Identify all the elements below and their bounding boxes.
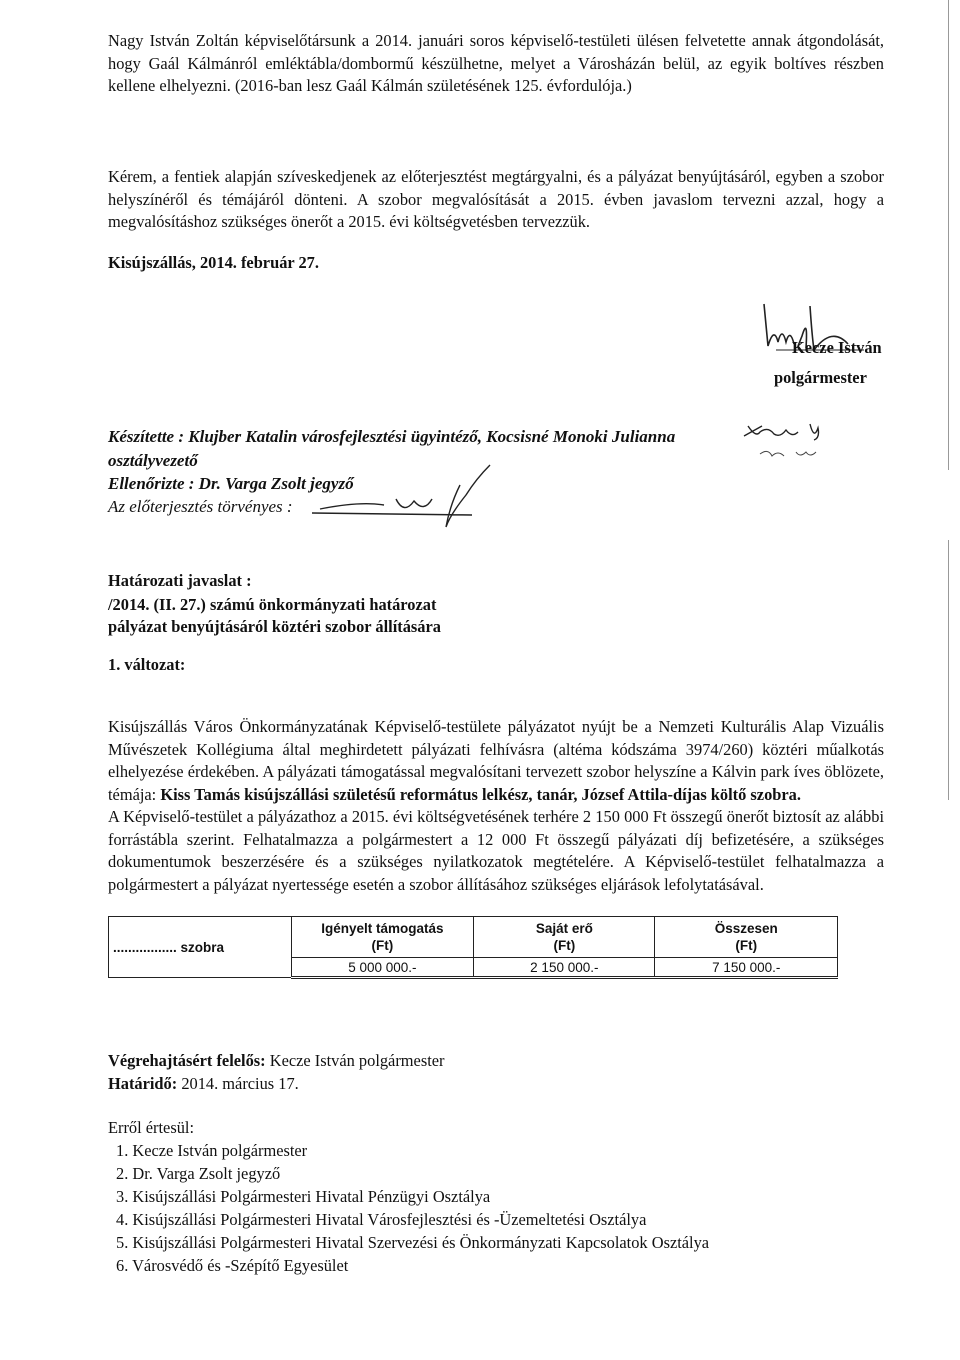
resolution-body-financing: A Képviselő-testület a pályázathoz a 2015. évi költségvetésének terhére 2 150 000 Ft összegű önerőt biztosít az alábbi forrástábla szerint. Felhatalmazza a polgármestert a 12 000 Ft összegű pályázati díj befizetésére, a szükséges dokumentumok beszerzésére és a szükséges nyilatkozatok megtételére. A Képviselő-testület felhatalmazza a polgármestert a pályázat nyertessége esetén a szobor állításához szükséges eljárások lefolytatásával. [108,807,884,894]
table-header-cell: Igényelt támogatás (Ft) [291,917,474,958]
notify-list-item: 6. Városvédő és -Szépítő Egyesület [116,1256,349,1275]
deadline-line [108,1073,884,1096]
resolution-body-text: Kisújszállás Város Önkormányzatának Képviselő-testülete pályázatot nyújt be a Nemzeti Kulturális Alap Vizuális Művészetek Kollégiuma által meghirdetett pályázati felhívásra (altéma kódszáma 3974/260) köztéri műalkotás elhelyezése érdekében. A pályázati támogatással megvalósítani tervezett szobor helyszíne a Kálvin park íves öblözete, témája: [108,717,884,804]
signatory-title: polgármester [774,368,867,387]
notify-list-item: 2. Dr. Varga Zsolt jegyző [116,1164,281,1183]
statue-subject: Kiss Tamás kisújszállási születésű református lelkész, tanár, József Attila-díjas költő szobra. [160,784,801,804]
table-header-cell: Összesen (Ft) [655,917,838,958]
table-cell: 2 150 000.- [474,958,655,978]
signatory-name: Kecze István [792,338,882,357]
resolution-number: /2014. (II. 27.) számú önkormányzati határozat [108,595,437,614]
table-cell: 5 000 000.- [291,958,474,978]
scan-edge-line [948,540,949,800]
funding-table [108,916,838,979]
resolution-body [108,716,884,896]
resolution-heading: Határozati javaslat : [108,571,252,590]
request-paragraph: Kérem, a fentiek alapján szíveskedjenek az előterjesztést megtárgyalni, és a pályázat benyújtásáról, egyben a szobor helyszínéről és témájáról dönteni. A szobor megvalósítását a 2015. évben javaslom tervezni azzal, hogy a megvalósításhoz szükséges önerőt a 2015. évi költségvetésben tervezzük. [108,167,884,231]
prepared-by-label: Készítette : [108,427,185,446]
notify-list-item: 1. Kecze István polgármester [116,1141,308,1160]
table-cell: 7 150 000.- [655,958,838,978]
initials-signature [740,418,890,468]
deadline-date: 2014. március 17. [181,1074,299,1093]
resolution-variant: 1. változat: [108,655,186,674]
responsible-person: Kecze István polgármester [269,1051,445,1070]
legal-note: Az előterjesztés törvényes : [108,497,293,516]
place-date: Kisújszállás, 2014. február 27. [108,253,319,272]
resolution-subject: pályázat benyújtásáról köztéri szobor állítására [108,617,441,636]
scan-edge-line [948,0,949,470]
notify-list-item: 4. Kisújszállási Polgármesteri Hivatal Városfejlesztési és -Üzemeltetési Osztálya [116,1210,647,1229]
deadline-label: Határidő: [108,1074,178,1093]
prepared-by-title: osztályvezető [108,451,198,470]
table-row [109,917,838,958]
table-row-label: ................. szobra [109,917,292,978]
notify-list-item: 3. Kisújszállási Polgármesteri Hivatal Pénzügyi Osztálya [116,1187,491,1206]
responsible-label: Végrehajtásért felelős: [108,1051,266,1070]
clerk-signature [300,455,510,535]
prepared-by-names: Klujber Katalin városfejlesztési ügyintéző, Kocsisné Monoki Julianna [188,427,676,446]
notify-list-item: 5. Kisújszállási Polgármesteri Hivatal Szervezési és Önkormányzati Kapcsolatok Osztálya [116,1233,710,1252]
checked-by: Ellenőrizte : Dr. Varga Zsolt jegyző [108,474,354,493]
notify-heading: Erről értesül: [108,1118,195,1137]
responsible-line [108,1050,884,1073]
table-header-cell: Saját erő (Ft) [474,917,655,958]
intro-paragraph: Nagy István Zoltán képviselőtársunk a 2014. januári soros képviselő-testületi ülésen felvetette annak átgondolását, hogy Gaál Kálmánról emléktábla/dombormű készülhetne, melyet a Városházán belül, az egyik boltíves részben kellene elhelyezni. (2016-ban lesz Gaál Kálmán születésének 125. évfordulója.) [108,31,884,95]
